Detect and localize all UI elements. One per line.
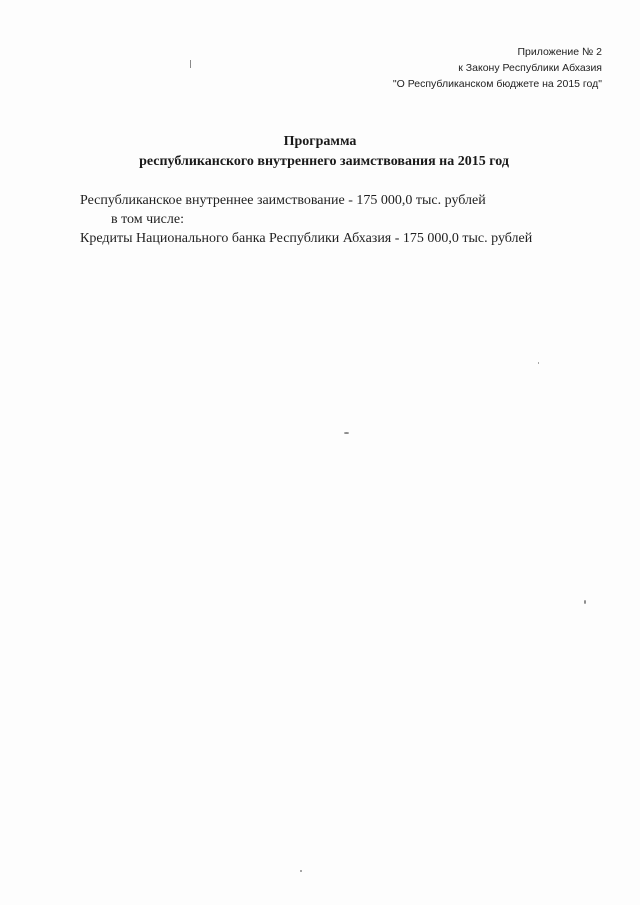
annex-law-reference: к Закону Республики Абхазия	[458, 62, 602, 74]
national-bank-credits-line: Кредиты Национального банка Республики Абхазия - 175 000,0 тыс. рублей	[80, 231, 533, 246]
scan-speck	[300, 870, 302, 872]
annex-number: Приложение № 2	[517, 46, 602, 58]
title-heading: Программа	[283, 134, 357, 149]
scan-speck	[190, 60, 191, 68]
title-subheading: республиканского внутреннего заимствования на 2015 год	[139, 154, 509, 169]
including-label: в том числе:	[111, 212, 184, 227]
scan-speck	[584, 600, 586, 604]
annex-law-title: "О Республиканском бюджете на 2015 год"	[392, 78, 602, 90]
scan-speck	[538, 362, 539, 364]
annex-header	[393, 44, 602, 92]
total-borrowing-line: Республиканское внутреннее заимствование - 175 000,0 тыс. рублей	[80, 193, 486, 208]
document-body	[80, 191, 532, 248]
document-title	[0, 132, 640, 172]
scan-speck	[344, 432, 349, 434]
